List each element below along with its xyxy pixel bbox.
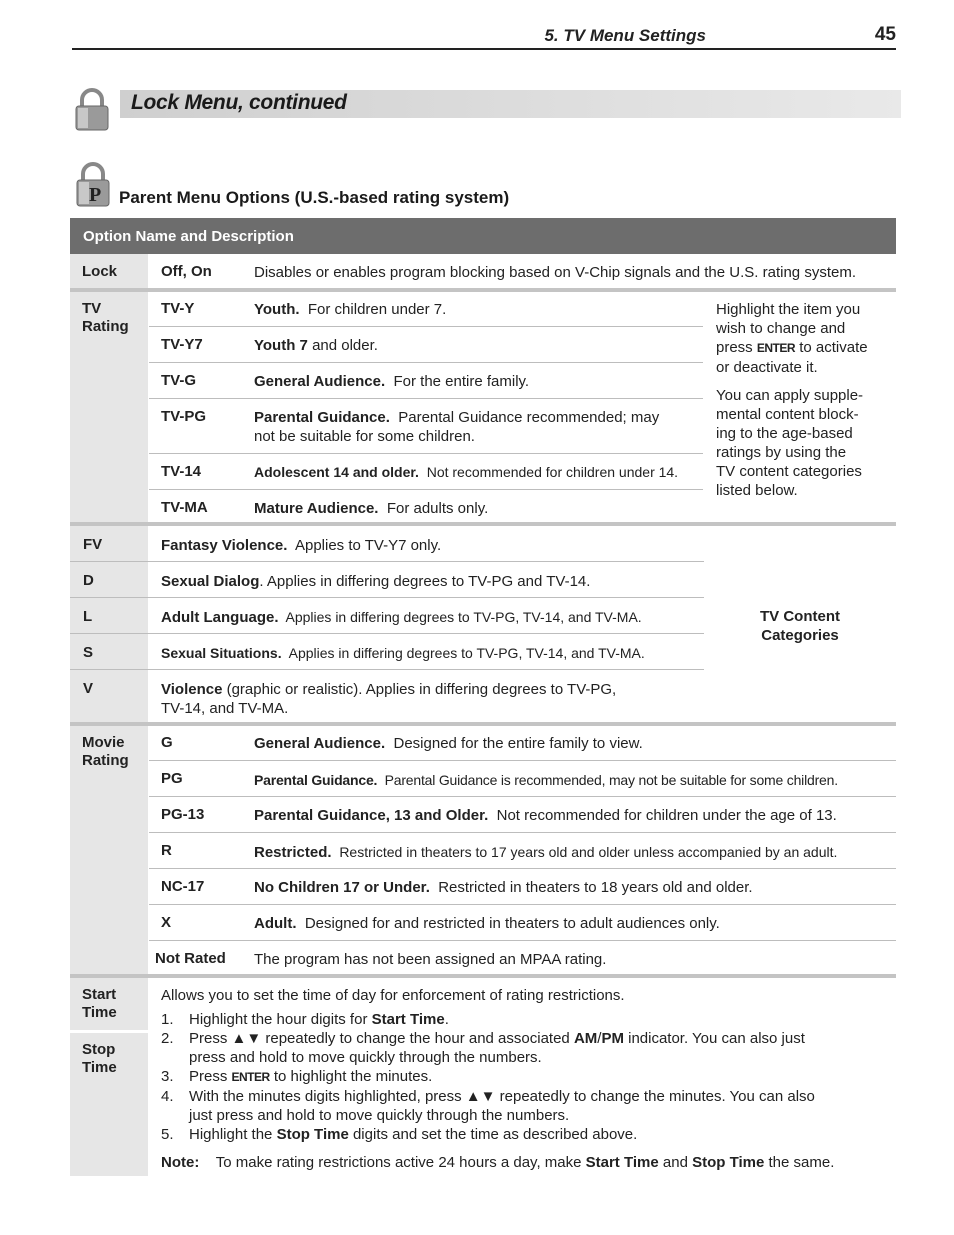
- section-title: Lock Menu, continued: [131, 91, 347, 114]
- step-text: to highlight the minutes.: [269, 1068, 433, 1085]
- tv-pg-desc: [254, 408, 659, 446]
- row-line: [149, 868, 896, 869]
- nc17-title: No Children 17 or Under.: [254, 879, 430, 896]
- step-number: 3.: [161, 1068, 174, 1085]
- note-line: You can apply supple-: [716, 387, 864, 404]
- x-title: Adult.: [254, 915, 297, 932]
- time-group: [70, 978, 896, 1176]
- l-title: Adult Language.: [161, 609, 279, 626]
- row-line: [149, 904, 896, 905]
- step-text: /: [597, 1030, 602, 1047]
- fv-code: FV: [83, 536, 103, 553]
- tv-ma-text: For adults only.: [386, 500, 489, 517]
- enter-key: ENTER: [756, 341, 796, 355]
- content-group: [70, 526, 896, 722]
- x-desc: [254, 914, 720, 933]
- tv-rating-note: [716, 300, 891, 500]
- tv-rating-label: [70, 292, 148, 522]
- stop-time-label: [82, 1041, 117, 1077]
- page-number: 45: [874, 24, 896, 45]
- v-title: Violence: [161, 681, 223, 698]
- step-text: just press and hold to move quickly through the numbers.: [189, 1107, 570, 1124]
- r-desc: [254, 843, 837, 862]
- step-text: With the minutes digits highlighted, press ▲▼ repeatedly to change the minutes. You can also: [189, 1088, 815, 1105]
- nc17-code: NC-17: [161, 878, 205, 895]
- row-line: [149, 940, 896, 941]
- tv-ma-desc: [254, 499, 488, 518]
- note-line: [716, 338, 891, 358]
- x-text: Designed for and restricted in theaters to adult audiences only.: [304, 915, 720, 932]
- tv-ma-code: TV-MA: [161, 499, 208, 516]
- lock-label-text: Lock: [82, 263, 118, 280]
- table-header-label: Option Name and Description: [83, 228, 294, 245]
- tv-g-desc: [254, 372, 529, 391]
- tv-pg-text: Parental Guidance recommended; may: [398, 409, 660, 426]
- g-title: General Audience.: [254, 735, 386, 752]
- lock-desc: Disables or enables program blocking based on V-Chip signals and the U.S. rating system.: [254, 264, 856, 281]
- s-text: Applies in differing degrees to TV-PG, TV-14, and TV-MA.: [288, 645, 645, 661]
- fv-desc: [161, 536, 441, 555]
- row-line: [70, 561, 704, 562]
- s-desc: [161, 644, 645, 663]
- tv-pg-code: TV-PG: [161, 408, 207, 425]
- step-text: Highlight the hour digits for: [189, 1011, 372, 1028]
- lock-label: [70, 254, 148, 288]
- fv-text: Applies to TV-Y7 only.: [294, 537, 442, 554]
- tv-14-title: Adolescent 14 and older.: [254, 464, 419, 480]
- label-separator: [70, 1030, 148, 1033]
- note-line: mental content block-: [716, 406, 859, 423]
- row-line: [149, 398, 703, 399]
- note-line: wish to change and: [716, 320, 846, 337]
- tv-y7-title: Youth 7: [254, 337, 308, 354]
- chapter-title: 5. TV Menu Settings: [544, 26, 706, 45]
- movie-rating-label-1: Movie: [82, 734, 125, 751]
- note-line: Highlight the item you: [716, 301, 861, 318]
- movie-rating-group: [70, 726, 896, 974]
- time-intro: Allows you to set the time of day for enforcement of rating restrictions.: [161, 987, 625, 1004]
- note-bold: Start Time: [585, 1154, 659, 1171]
- not-rated-desc: The program has not been assigned an MPAA rating.: [254, 951, 607, 968]
- tv-y-title: Youth.: [254, 301, 300, 318]
- lock-letter: P: [89, 184, 102, 206]
- step-text: Press ▲▼ repeatedly to change the hour and associated: [189, 1030, 574, 1047]
- subsection-title: Parent Menu Options (U.S.-based rating system): [119, 188, 510, 207]
- tv-content-label-2: Categories: [761, 627, 839, 644]
- tv-g-code: TV-G: [161, 372, 197, 389]
- note-text: and: [658, 1154, 693, 1171]
- enter-key: ENTER: [231, 1070, 270, 1084]
- tv-y7-code: TV-Y7: [161, 336, 203, 353]
- note-press: press: [716, 339, 753, 356]
- step-3: [161, 1067, 881, 1087]
- v-desc: [161, 680, 616, 718]
- step-number: 4.: [161, 1088, 174, 1105]
- x-code: X: [161, 914, 172, 931]
- r-code: R: [161, 842, 172, 859]
- note-text: the same.: [764, 1154, 835, 1171]
- row-line: [149, 326, 703, 327]
- tv-y7-desc: [254, 336, 378, 355]
- pg13-code: PG-13: [161, 806, 205, 823]
- tv-pg-title: Parental Guidance.: [254, 409, 390, 426]
- tv-g-text: For the entire family.: [393, 373, 530, 390]
- pg-title: Parental Guidance.: [254, 772, 378, 788]
- tv-y7-text: and older.: [312, 337, 378, 354]
- pg13-desc: [254, 806, 837, 825]
- pg13-text: Not recommended for children under the age of 13.: [496, 807, 837, 824]
- note-line: TV content categories: [716, 463, 862, 480]
- row-line: [149, 760, 896, 761]
- nc17-desc: [254, 878, 753, 897]
- tv-ma-title: Mature Audience.: [254, 500, 379, 517]
- note-activate: to activate: [799, 339, 868, 356]
- movie-rating-label: [70, 726, 148, 974]
- v-text: (graphic or realistic). Applies in differing degrees to TV-PG,: [226, 681, 617, 698]
- content-cat-bg: [70, 526, 148, 722]
- time-label-col: [70, 978, 148, 1176]
- tv-14-text: Not recommended for children under 14.: [426, 464, 679, 480]
- pg13-title: Parental Guidance, 13 and Older.: [254, 807, 489, 824]
- note-bold: Stop Time: [692, 1154, 765, 1171]
- s-code: S: [83, 644, 94, 661]
- nc17-text: Restricted in theaters to 18 years old and older.: [438, 879, 753, 896]
- stop-time-label-1: Stop: [82, 1041, 116, 1058]
- row-line: [149, 832, 896, 833]
- tv-content-label: [730, 607, 870, 645]
- note-line: ratings by using the: [716, 444, 847, 461]
- row-line: [149, 489, 703, 490]
- tv-rating-label-1: TV: [82, 300, 102, 317]
- step-text: press and hold to move quickly through the numbers.: [189, 1049, 542, 1066]
- tv-y-code: TV-Y: [161, 300, 195, 317]
- note-line: ing to the age-based: [716, 425, 853, 442]
- row-line: [70, 633, 704, 634]
- tv-14-desc: [254, 463, 678, 482]
- pg-code: PG: [161, 770, 183, 787]
- step-number: 1.: [161, 1011, 174, 1028]
- movie-rating-label-2: Rating: [82, 752, 129, 769]
- step-1: [161, 1010, 881, 1029]
- tv-14-code: TV-14: [161, 463, 202, 480]
- v-code: V: [83, 680, 94, 697]
- l-desc: [161, 608, 642, 627]
- not-rated-code: Not Rated: [155, 950, 226, 967]
- step-bold: Start Time: [371, 1011, 445, 1028]
- row-line: [70, 669, 704, 670]
- start-time-label-1: Start: [82, 986, 117, 1003]
- parent-lock-icon: [75, 162, 111, 208]
- time-note: [161, 1153, 881, 1172]
- step-number: 5.: [161, 1126, 174, 1143]
- lock-row: [70, 254, 896, 288]
- l-text: Applies in differing degrees to TV-PG, TV-14, and TV-MA.: [285, 609, 642, 625]
- note-label: Note:: [161, 1154, 200, 1171]
- step-number: 2.: [161, 1030, 174, 1047]
- l-code: L: [83, 608, 93, 625]
- step-5: [161, 1125, 881, 1144]
- note-text: To make rating restrictions active 24 hours a day, make: [215, 1154, 586, 1171]
- start-time-label-2: Time: [82, 1004, 117, 1021]
- stop-time-label-2: Time: [82, 1059, 117, 1076]
- lock-icon: [74, 88, 110, 132]
- page-header: [72, 24, 896, 50]
- pg-text: Parental Guidance is recommended, may not be suitable for some children.: [384, 772, 838, 788]
- g-desc: [254, 734, 643, 753]
- step-2: [161, 1029, 881, 1067]
- fv-title: Fantasy Violence.: [161, 537, 288, 554]
- step-bold: PM: [601, 1030, 624, 1047]
- tv-rating-group: [70, 292, 896, 522]
- d-title: Sexual Dialog: [161, 573, 260, 590]
- note-line: or deactivate it.: [716, 359, 818, 376]
- row-line: [149, 796, 896, 797]
- note-line: listed below.: [716, 482, 798, 499]
- tv-pg-text-2: not be suitable for some children.: [254, 428, 475, 445]
- pg-desc: [254, 771, 838, 790]
- lock-code: Off, On: [161, 263, 212, 280]
- v-text-2: TV-14, and TV-MA.: [161, 700, 289, 717]
- step-bold: Stop Time: [276, 1126, 349, 1143]
- step-text: indicator. You can also just: [623, 1030, 805, 1047]
- s-title: Sexual Situations.: [161, 645, 282, 661]
- tv-y-desc: [254, 300, 446, 319]
- step-text: Press: [189, 1068, 232, 1085]
- d-text: . Applies in differing degrees to TV-PG and TV-14.: [259, 573, 591, 590]
- r-text: Restricted in theaters to 17 years old and older unless accompanied by an adult.: [339, 844, 838, 860]
- time-instructions: [161, 986, 881, 1172]
- tv-rating-label-2: Rating: [82, 318, 129, 335]
- table-header: [70, 218, 896, 254]
- g-text: Designed for the entire family to view.: [393, 735, 643, 752]
- g-code: G: [161, 734, 173, 751]
- step-4: [161, 1087, 881, 1125]
- d-desc: [161, 572, 590, 591]
- tv-g-title: General Audience.: [254, 373, 386, 390]
- row-line: [149, 453, 703, 454]
- row-line: [70, 597, 704, 598]
- step-bold: AM: [573, 1030, 598, 1047]
- row-line: [149, 362, 703, 363]
- tv-y-text: For children under 7.: [307, 301, 447, 318]
- d-code: D: [83, 572, 94, 589]
- r-title: Restricted.: [254, 844, 332, 861]
- step-text: .: [444, 1011, 449, 1028]
- step-text: Highlight the: [189, 1126, 277, 1143]
- tv-content-label-1: TV Content: [760, 608, 840, 625]
- step-text: digits and set the time as described above.: [348, 1126, 638, 1143]
